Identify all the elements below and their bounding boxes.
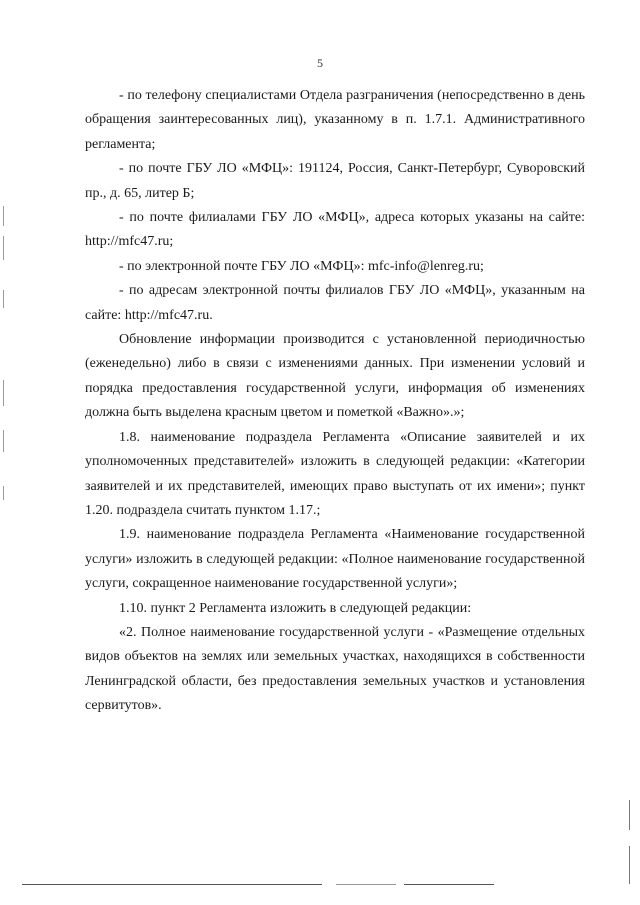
paragraph-email-mfc: - по электронной почте ГБУ ЛО «МФЦ»: mfc-info@lenreg.ru; xyxy=(119,258,484,274)
scan-mark-right-1 xyxy=(629,800,630,830)
paragraph-update-info: Обновление информации производится с установленной периодичностью (еженедельно) либо в связи с изменениями данных. При изменении условий и порядка предоставления государственной услуги, информация об изменениях должна быть выделена красным цветом и пометкой «Важно».»; xyxy=(85,332,585,421)
paragraph-service-name: «2. Полное наименование государственной услуги - «Размещение отдельных видов объектов на землях или земельных участках, находящихся в собственности Ленинградской области, без предоставления земельных участков и установления сервитутов». xyxy=(85,624,585,714)
scan-mark-left-5 xyxy=(3,430,4,452)
paragraph-item-1-8: 1.8. наименование подраздела Регламента «Описание заявителей и их уполномоченных представителей» изложить в следующей редакции: «Категории заявителей и их представителей, имеющих право выступать от их имени»; пункт 1.20. подраздела считать пунктом 1.17.; xyxy=(85,429,585,518)
footer-rule-3 xyxy=(404,884,494,885)
paragraph-email-branches: - по адресам электронной почты филиалов ГБУ ЛО «МФЦ», указанным на сайте: http://mfc47.ru. xyxy=(85,283,585,323)
paragraph-phone: - по телефону специалистами Отдела разграничения (непосредственно в день обращения заинтересованных лиц), указанному в п. 1.7.1. Административного регламента; xyxy=(85,88,585,152)
footer-rule-2 xyxy=(336,884,396,885)
scan-mark-right-2 xyxy=(629,846,630,884)
scan-mark-left-3 xyxy=(3,290,4,308)
paragraph-item-1-10: 1.10. пункт 2 Регламента изложить в следующей редакции: xyxy=(119,600,472,616)
paragraph-item-1-9: 1.9. наименование подраздела Регламента «Наименование государственной услуги» изложить в следующей редакции: «Полное наименование государственной услуги, сокращенное наименование государственной услуги»; xyxy=(85,527,585,592)
paragraph-post-branches: - по почте филиалами ГБУ ЛО «МФЦ», адреса которых указаны на сайте: http://mfc47.ru; xyxy=(85,210,585,250)
scan-mark-left-2 xyxy=(3,236,4,260)
paragraph-post-mfc: - по почте ГБУ ЛО «МФЦ»: 191124, Россия, Санкт-Петербург, Суворовский пр., д. 65, литер Б; xyxy=(85,161,585,201)
document-body xyxy=(85,84,585,719)
scan-mark-left-4 xyxy=(3,380,4,406)
scan-mark-left-6 xyxy=(3,486,4,500)
page-number: 5 xyxy=(317,56,323,70)
scan-mark-left-1 xyxy=(3,206,4,226)
footer-rule-1 xyxy=(22,884,322,885)
